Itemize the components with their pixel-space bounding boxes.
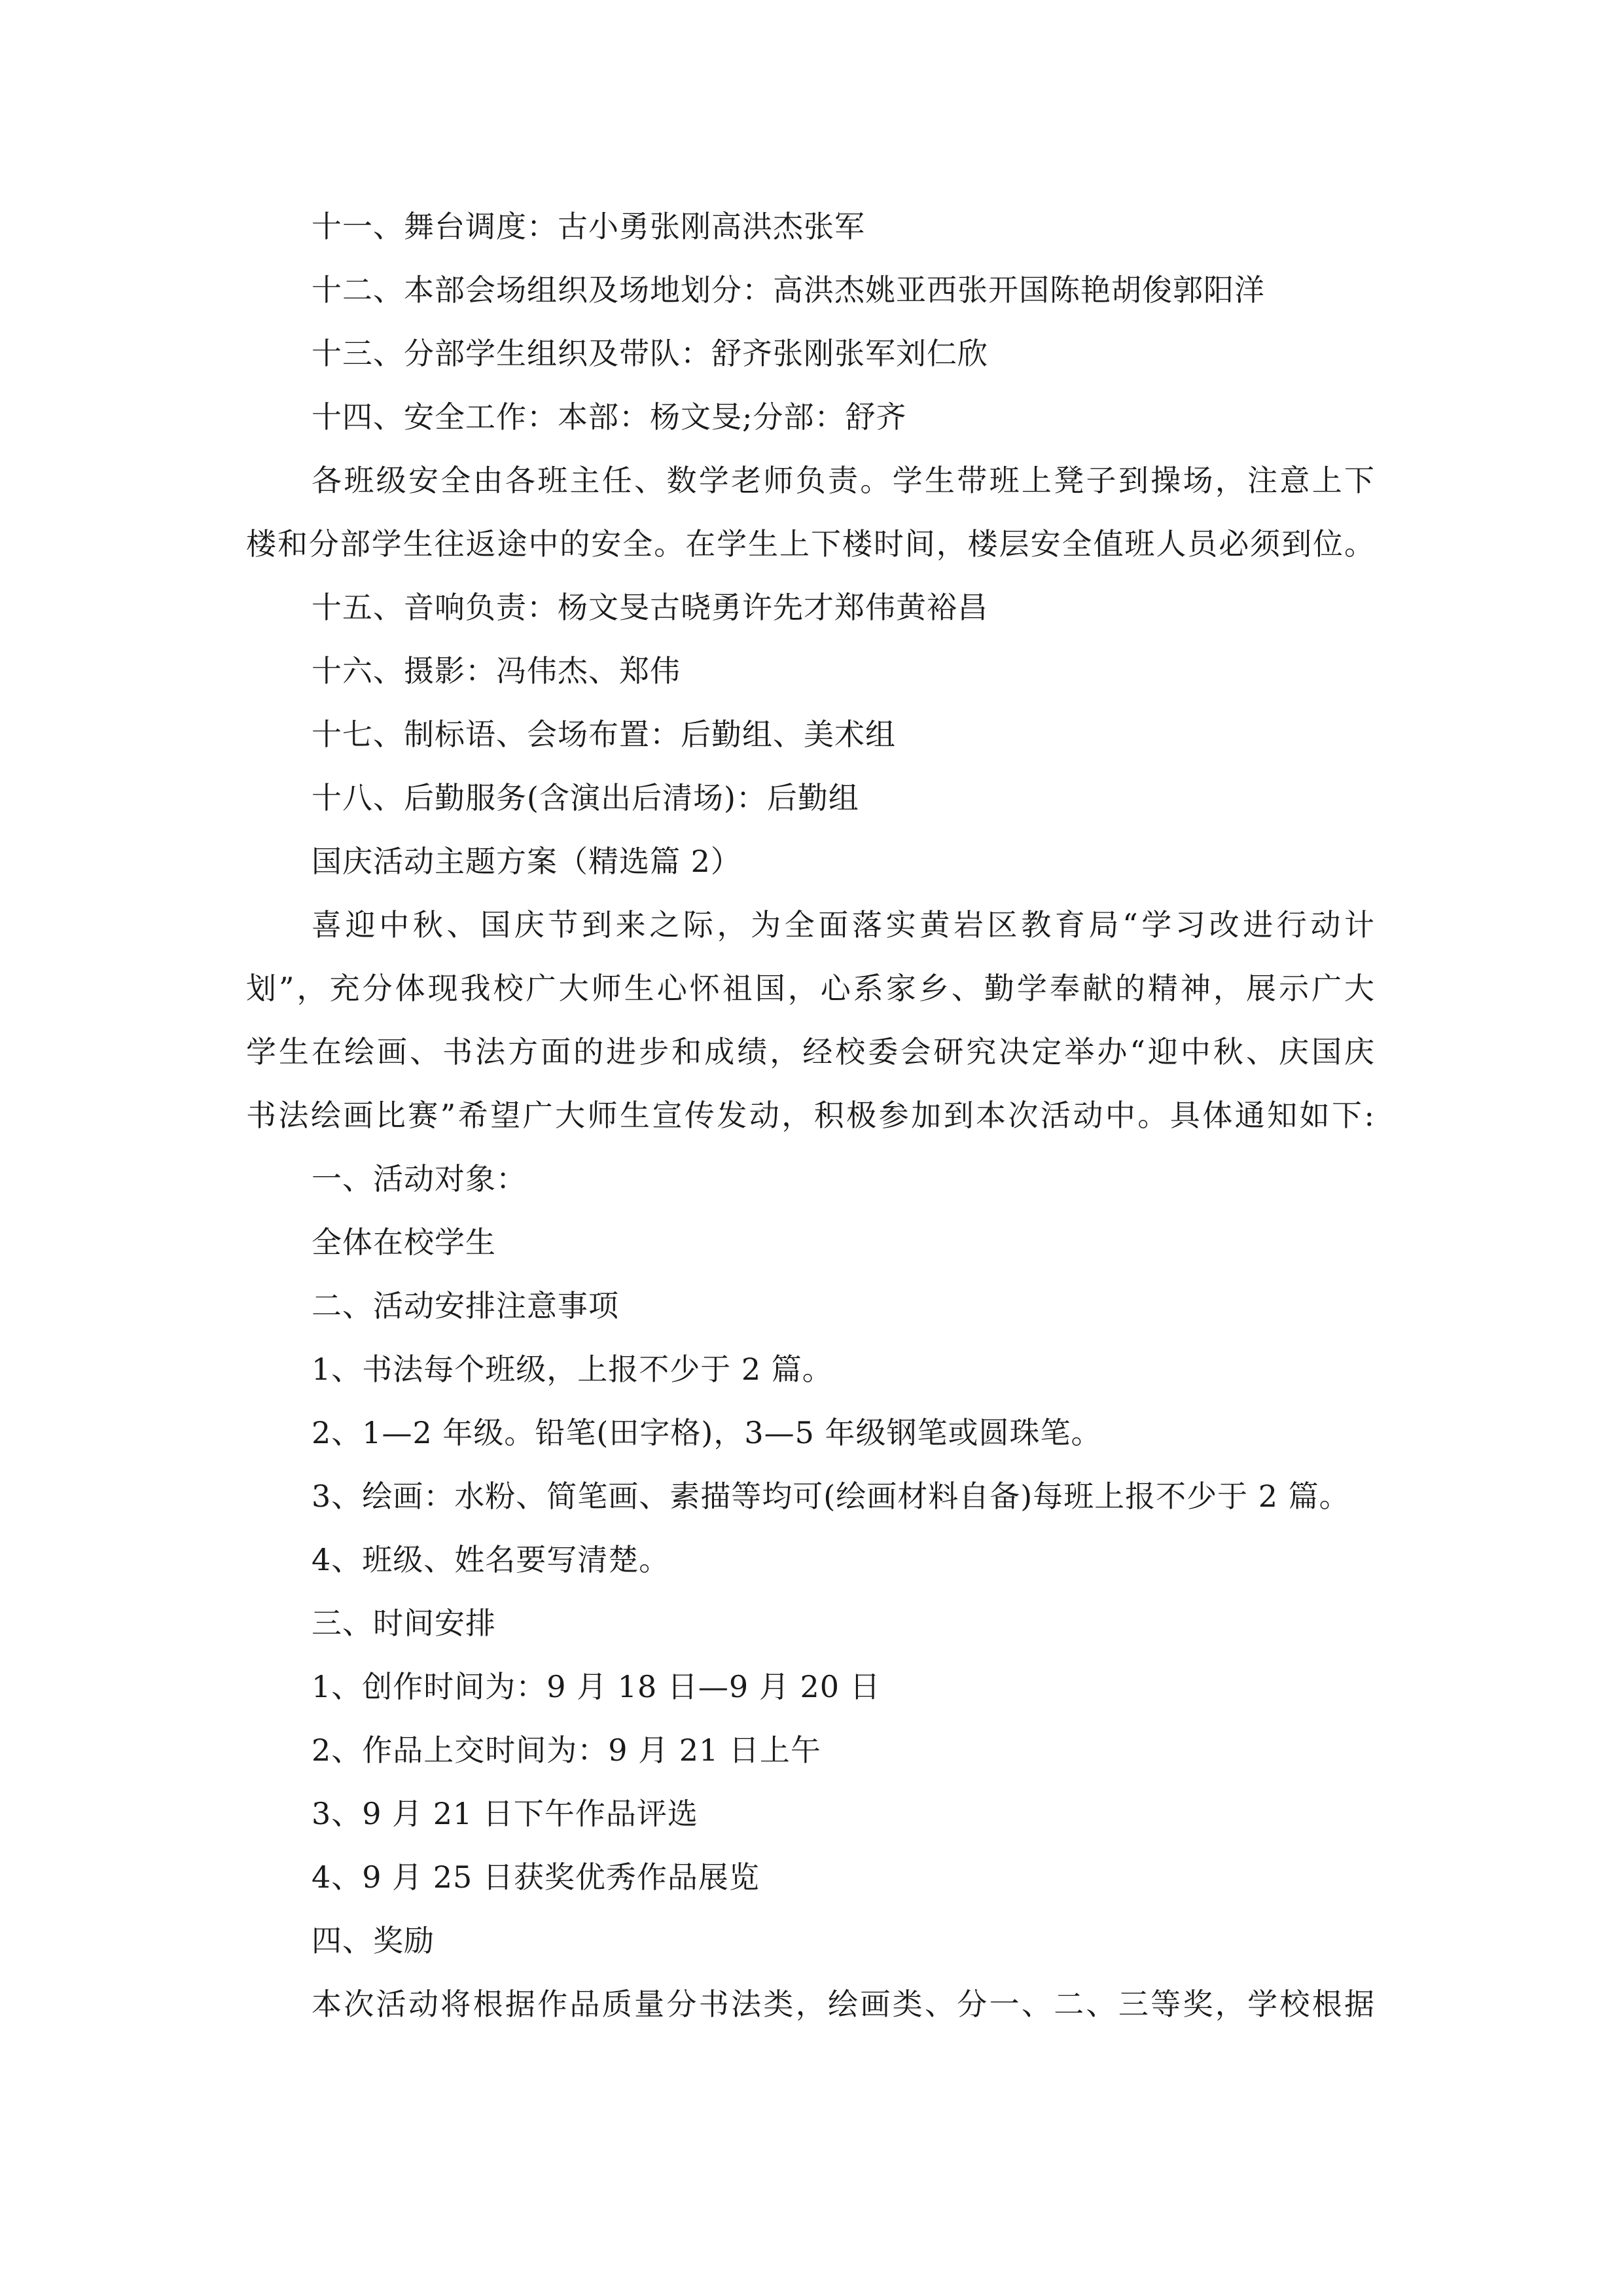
- text-line: 二、活动安排注意事项: [312, 1288, 619, 1323]
- text-line: 1、创作时间为：9 月 18 日—9 月 20 日: [312, 1669, 881, 1704]
- text-line: 十八、后勤服务(含演出后清场)：后勤组: [312, 780, 859, 816]
- paragraph-line: 楼和分部学生往返途中的安全。在学生上下楼时间，楼层安全值班人员必须到位。: [246, 526, 1375, 562]
- text-line: 十七、制标语、会场布置：后勤组、美术组: [312, 717, 896, 752]
- paragraph-line: 各班级安全由各班主任、数学老师负责。学生带班上凳子到操场，注意上下: [312, 463, 1375, 498]
- text-line: 全体在校学生: [312, 1225, 496, 1260]
- paragraph-line: 书法绘画比赛”希望广大师生宣传发动，积极参加到本次活动中。具体通知如下:: [246, 1098, 1375, 1133]
- text-line: 十二、本部会场组织及场地划分：高洪杰姚亚西张开国陈艳胡俊郭阳洋: [312, 272, 1265, 308]
- text-line: 2、1—2 年级。铅笔(田字格)，3—5 年级钢笔或圆珠笔。: [312, 1415, 1102, 1450]
- text-line: 3、9 月 21 日下午作品评选: [312, 1796, 698, 1831]
- text-line: 四、奖励: [312, 1923, 435, 1958]
- text-line: 1、书法每个班级，上报不少于 2 篇。: [312, 1352, 833, 1387]
- paragraph-line: 划”，充分体现我校广大师生心怀祖国，心系家乡、勤学奉献的精神，展示广大: [246, 971, 1375, 1006]
- paragraph-line: 本次活动将根据作品质量分书法类，绘画类、分一、二、三等奖，学校根据: [312, 1986, 1375, 2022]
- paragraph-line: 喜迎中秋、国庆节到来之际，为全面落实黄岩区教育局“学习改进行动计: [312, 907, 1375, 942]
- text-line: 十三、分部学生组织及带队：舒齐张刚张军刘仁欣: [312, 336, 988, 371]
- paragraph-line: 学生在绘画、书法方面的进步和成绩，经校委会研究决定举办“迎中秋、庆国庆: [246, 1034, 1375, 1069]
- section-title: 国庆活动主题方案（精选篇 2）: [312, 844, 741, 879]
- text-line: 十六、摄影：冯伟杰、郑伟: [312, 653, 681, 689]
- text-line: 4、9 月 25 日获奖优秀作品展览: [312, 1859, 760, 1895]
- text-line: 一、活动对象：: [312, 1161, 527, 1196]
- text-line: 三、时间安排: [312, 1605, 496, 1641]
- text-line: 4、班级、姓名要写清楚。: [312, 1542, 670, 1577]
- text-line: 2、作品上交时间为：9 月 21 日上午: [312, 1732, 821, 1768]
- text-line: 十五、音响负责：杨文旻古晓勇许先才郑伟黄裕昌: [312, 590, 988, 625]
- text-line: 3、绘画：水粉、简笔画、素描等均可(绘画材料自备)每班上报不少于 2 篇。: [312, 1479, 1350, 1514]
- text-line: 十四、安全工作：本部：杨文旻;分部：舒齐: [312, 399, 907, 435]
- text-line: 十一、舞台调度：古小勇张刚高洪杰张军: [312, 209, 865, 244]
